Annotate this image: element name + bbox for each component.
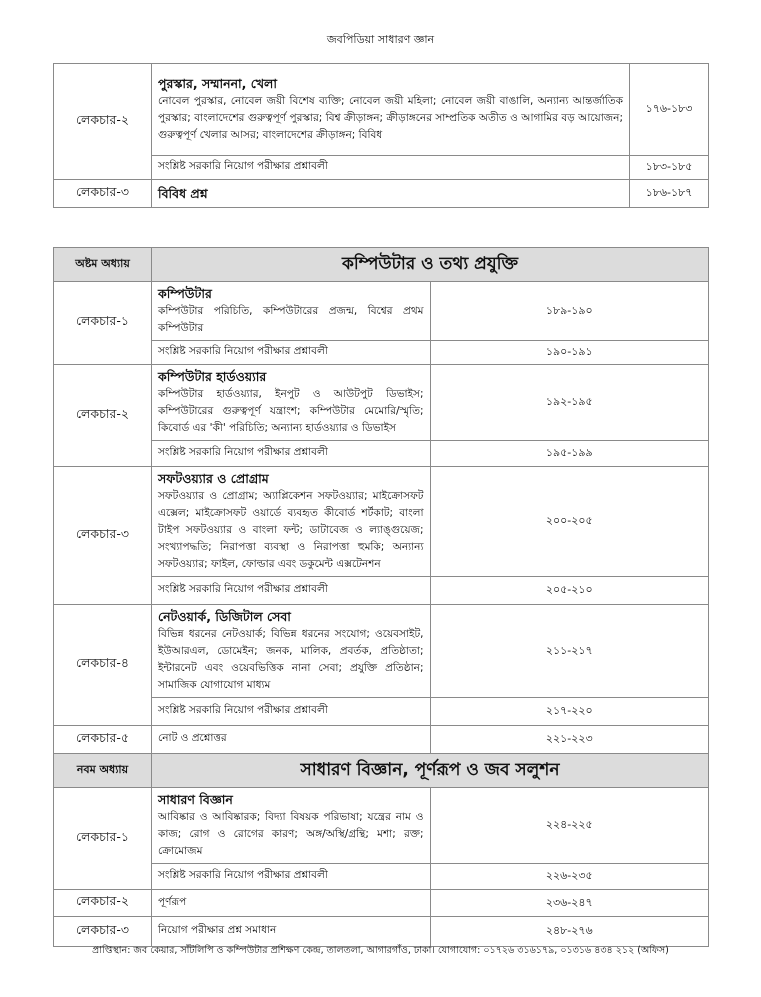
page-range: ২৩৬-২৪৭ <box>430 890 709 917</box>
chapter-header <box>54 754 709 788</box>
page-footer: প্রাপ্তিস্থান: জব কেয়ার, সাঁটলিপি ও কম্পিউটার প্রশিক্ষণ কেন্দ্র, তালতলা, আগারগাঁও, ঢাকা। যোগাযোগ: ০১৭২৬ ৩১৬১৭৯, ০১৩১৬ ৪৩৪ ২১২ (অফিস) <box>92 945 669 956</box>
contents-table-main <box>53 247 709 947</box>
lecture-label: লেকচার-২ <box>54 365 152 467</box>
page-range: ২২৬-২৩৫ <box>430 864 709 890</box>
lecture-description: সফটওয়্যার ও প্রোগ্রাম; অ্যাপ্লিকেশন সফটওয়্যার; মাইক্রোসফট এক্সেল; মাইক্রোসফট ওয়ার্ডে ব্যবহৃত কীবোর্ড শর্টকাট; বাংলা টাইপ সফটওয়্যার ও বাংলা ফন্ট; ডাটাবেজ ও ল্যাঙ্গুয়েজ; সংখ্যাপদ্ধতি; নিরাপত্তা ব্যবস্থা ও নিরাপত্তা হুমকি; অন্যান্য সফটওয়্যার; ফাইল, ফোল্ডার এবং ডকুমেন্ট এক্সটেনশন <box>158 490 424 570</box>
lecture-title: কম্পিউটার হার্ডওয়্যার <box>158 369 267 384</box>
page-range: ১৯২-১৯৫ <box>430 365 709 441</box>
lecture-content <box>152 605 431 698</box>
page-range: ২২১-২২৩ <box>430 726 709 754</box>
lecture-title: নেটওয়ার্ক, ডিজিটাল সেবা <box>158 609 291 624</box>
table-row <box>54 282 709 341</box>
contents-table-top <box>53 63 709 208</box>
table-row <box>54 726 709 754</box>
table-row <box>54 917 709 947</box>
page-range: ১৮৩-১৮৫ <box>630 156 709 180</box>
lecture-label: লেকচার-৫ <box>54 726 152 754</box>
lecture-label: লেকচার-১ <box>54 788 152 890</box>
lecture-title: নিয়োগ পরীক্ষার প্রশ্ন সমাধান <box>152 917 431 947</box>
table-row <box>54 180 709 208</box>
table-row <box>54 441 709 467</box>
page-header: জবপিডিয়া সাধারণ জ্ঞান <box>326 33 435 46</box>
page-range: ১৮৯-১৯০ <box>430 282 709 341</box>
lecture-title: কম্পিউটার <box>158 286 212 301</box>
lecture-label: লেকচার-২ <box>54 64 152 180</box>
page-range: ১৯০-১৯১ <box>430 341 709 365</box>
page-range: ২১১-২১৭ <box>430 605 709 698</box>
lecture-title: সফটওয়্যার ও প্রোগ্রাম <box>158 471 269 486</box>
table-row <box>54 605 709 698</box>
table-row <box>54 64 709 156</box>
related-questions: সংশ্লিষ্ট সরকারি নিয়োগ পরীক্ষার প্রশ্নাবলী <box>152 698 431 726</box>
related-questions: সংশ্লিষ্ট সরকারি নিয়োগ পরীক্ষার প্রশ্নাবলী <box>152 864 431 890</box>
table-row <box>54 341 709 365</box>
related-questions: সংশ্লিষ্ট সরকারি নিয়োগ পরীক্ষার প্রশ্নাবলী <box>152 577 431 605</box>
lecture-label: লেকচার-৪ <box>54 605 152 726</box>
table-row <box>54 365 709 441</box>
table-row <box>54 156 709 180</box>
lecture-content <box>152 467 431 577</box>
lecture-label: লেকচার-৩ <box>54 467 152 605</box>
related-questions: সংশ্লিষ্ট সরকারি নিয়োগ পরীক্ষার প্রশ্নাবলী <box>152 441 431 467</box>
lecture-label: লেকচার-২ <box>54 890 152 917</box>
lecture-title: বিবিধ প্রশ্ন <box>158 185 208 201</box>
lecture-title: সাধারণ বিজ্ঞান <box>158 792 233 807</box>
page-range: ১৭৬-১৮৩ <box>630 64 709 156</box>
lecture-label: লেকচার-৩ <box>54 917 152 947</box>
chapter-header <box>54 248 709 282</box>
chapter-title: কম্পিউটার ও তথ্য প্রযুক্তি <box>152 248 709 282</box>
lecture-description: কম্পিউটার পরিচিতি, কম্পিউটারের প্রজন্ম, বিশ্বের প্রথম কম্পিউটার <box>158 305 424 334</box>
lecture-label: লেকচার-১ <box>54 282 152 365</box>
page-range: ২০০-২০৫ <box>430 467 709 577</box>
table-row <box>54 577 709 605</box>
page-range: ২১৭-২২০ <box>430 698 709 726</box>
table-row <box>54 467 709 577</box>
lecture-title: নোট ও প্রশ্নোত্তর <box>152 726 431 754</box>
table-row <box>54 864 709 890</box>
related-questions: সংশ্লিষ্ট সরকারি নিয়োগ পরীক্ষার প্রশ্নাবলী <box>152 341 431 365</box>
chapter-label: নবম অধ্যায় <box>54 754 152 788</box>
lecture-title: পুরস্কার, সম্মাননা, খেলা <box>158 76 277 91</box>
lecture-description: বিভিন্ন ধরনের নেটওয়ার্ক; বিভিন্ন ধরনের সংযোগ; ওয়েবসাইট, ইউআরএল, ডোমেইন; জনক, মালিক, প্রবর্তক, প্রতিষ্ঠাতা; ইন্টারনেট এবং ওয়েবভিত্তিক নানা সেবা; প্রযুক্তি প্রতিষ্ঠান; সামাজিক যোগাযোগ মাধ্যম <box>158 628 424 691</box>
table-row <box>54 890 709 917</box>
lecture-content <box>152 180 630 208</box>
lecture-content <box>152 282 431 341</box>
page-range: ২২৪-২২৫ <box>430 788 709 864</box>
lecture-label: লেকচার-৩ <box>54 180 152 208</box>
page-range: ২৪৮-২৭৬ <box>430 917 709 947</box>
related-questions: সংশ্লিষ্ট সরকারি নিয়োগ পরীক্ষার প্রশ্নাবলী <box>152 156 630 180</box>
lecture-description: আবিষ্কার ও আবিষ্কারক; বিদ্যা বিষয়ক পরিভাষা; যন্ত্রের নাম ও কাজ; রোগ ও রোগের কারণ; অঙ্গ/অস্থি/গ্রন্থি; মশা; রক্ত; ক্রোমোজম <box>158 811 424 857</box>
table-row <box>54 788 709 864</box>
page-range: ১৮৬-১৮৭ <box>630 180 709 208</box>
lecture-content <box>152 64 630 156</box>
chapter-title: সাধারণ বিজ্ঞান, পূর্ণরূপ ও জব সলুশন <box>152 754 709 788</box>
page-range: ১৯৫-১৯৯ <box>430 441 709 467</box>
table-row <box>54 698 709 726</box>
page-range: ২০৫-২১০ <box>430 577 709 605</box>
lecture-description: নোবেল পুরস্কার, নোবেল জয়ী বিশেষ ব্যক্তি; নোবেল জয়ী মহিলা; নোবেল জয়ী বাঙালি, অন্যান্য আন্তর্জাতিক পুরস্কার; বাংলাদেশের গুরুত্বপূর্ণ পুরস্কার; বিশ্ব ক্রীড়াঙ্গন; ক্রীড়াঙ্গনের সাম্প্রতিক অতীত ও আগামির বড় আয়োজন; গুরুত্বপূর্ণ খেলার আসর; বাংলাদেশের ক্রীড়াঙ্গন; বিবিধ <box>158 95 623 141</box>
lecture-description: কম্পিউটার হার্ডওয়্যার, ইনপুট ও আউটপুট ডিভাইস; কম্পিউটারের গুরুত্বপূর্ণ যন্ত্রাংশ; কম্পিউটার মেমোরি/স্মৃতি; কিবোর্ড এর 'কী' পরিচিতি; অন্যান্য হার্ডওয়্যার ও ডিভাইস <box>158 388 424 434</box>
chapter-label: অষ্টম অধ্যায় <box>54 248 152 282</box>
lecture-title: পূর্ণরূপ <box>152 890 431 917</box>
lecture-content <box>152 365 431 441</box>
lecture-content <box>152 788 431 864</box>
